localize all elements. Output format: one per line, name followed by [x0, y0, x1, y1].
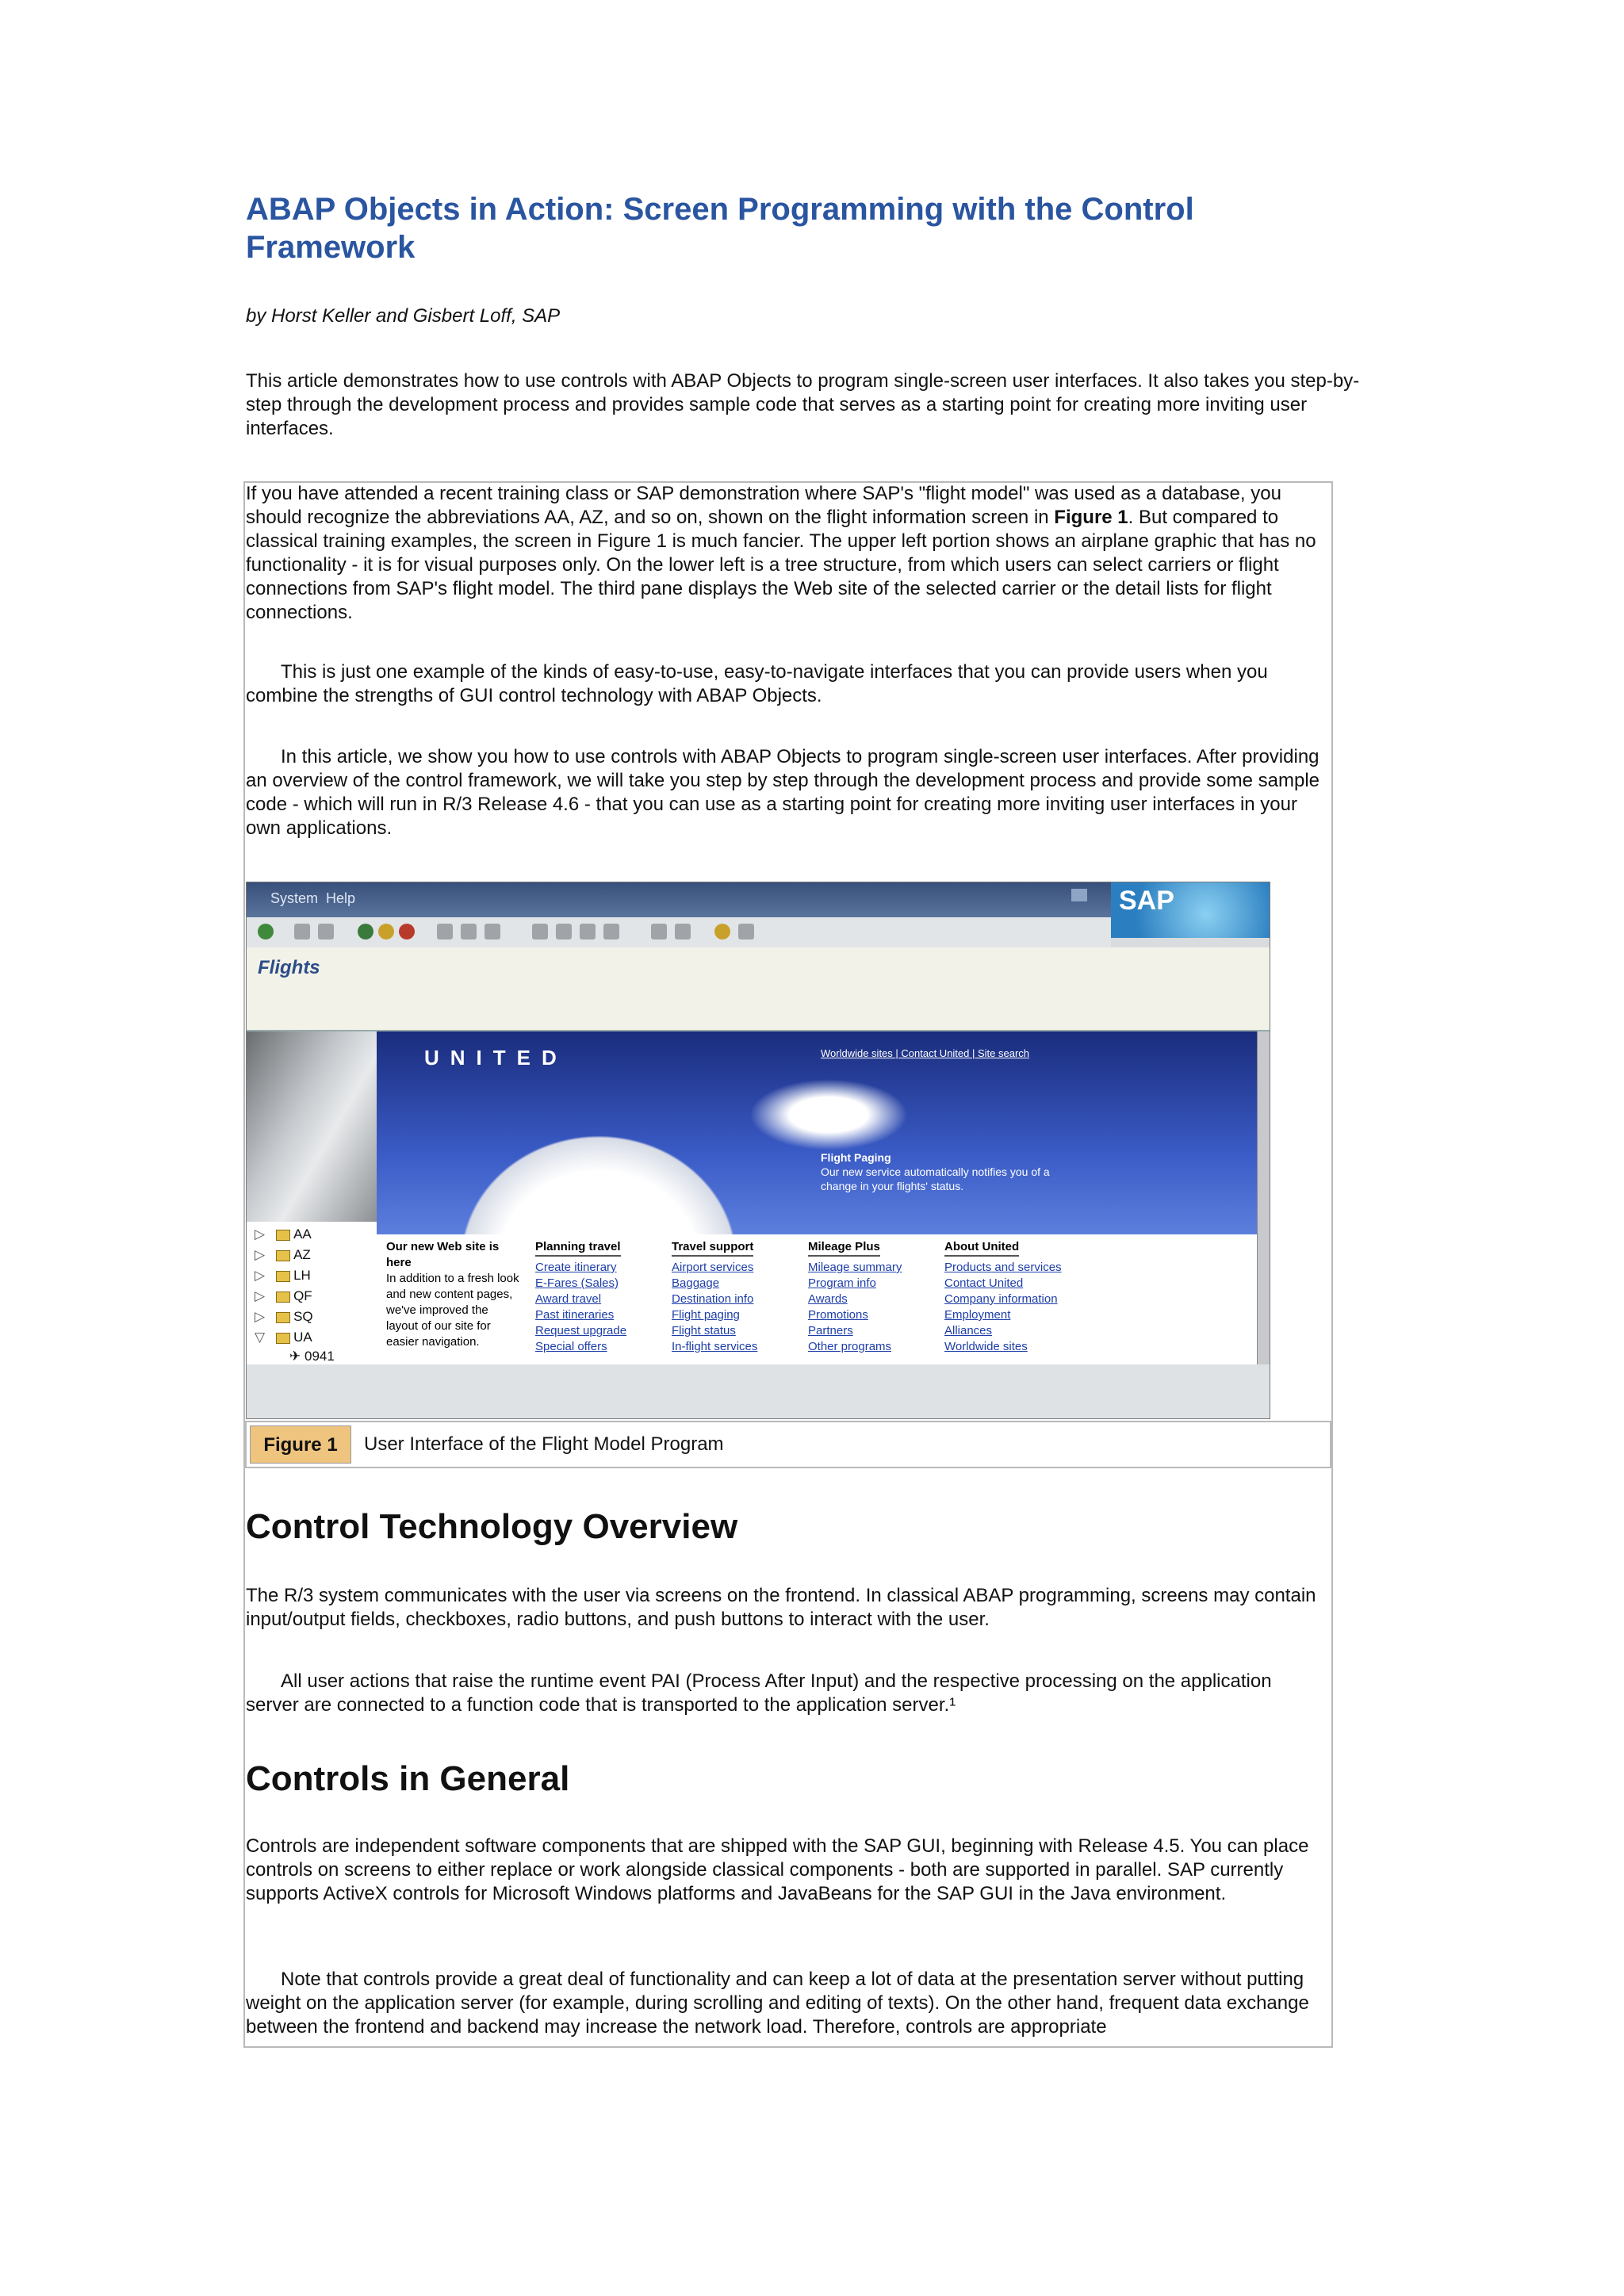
web-link: E-Fares (Sales)	[535, 1276, 619, 1290]
web-link: Alliances	[944, 1324, 993, 1337]
tree-node: ▷ SQ	[255, 1309, 313, 1324]
article-abstract: This article demonstrates how to use controls with ABAP Objects to program single-screen user interfaces. It also takes you step-by-step through the development process and provides sample code that serves as a starting point for creating more inviting user interfaces.	[246, 370, 1360, 439]
figure-label: Figure 1	[250, 1425, 351, 1464]
folder-icon	[276, 1271, 290, 1282]
intro-paragraph-1	[246, 482, 1324, 625]
tree-node: ▷ AZ	[255, 1247, 311, 1262]
menu-help: Help	[326, 890, 356, 906]
connection-icon: ✈	[289, 1349, 301, 1364]
column-heading: Planning travel	[535, 1239, 621, 1257]
web-link: Partners	[808, 1324, 853, 1337]
cancel-icon	[399, 924, 415, 939]
opera-house-graphic	[424, 1103, 773, 1234]
sap-toolbar	[247, 917, 1111, 948]
find-next-icon	[485, 924, 500, 939]
web-link: Create itinerary	[535, 1261, 617, 1274]
next-page-icon	[580, 924, 596, 939]
web-link: Awards	[808, 1292, 848, 1306]
help-icon	[714, 924, 730, 939]
link-column-support	[672, 1239, 757, 1355]
screen-title: Flights	[258, 957, 320, 978]
web-link: In-flight services	[672, 1340, 758, 1353]
web-pane	[377, 1031, 1257, 1364]
command-field-icon	[294, 924, 310, 939]
web-link-columns	[377, 1234, 1257, 1364]
web-link: Promotions	[808, 1308, 868, 1322]
figure-caption-text: User Interface of the Flight Model Program	[364, 1433, 724, 1455]
web-intro-title: Our new Web site is here	[386, 1240, 500, 1269]
web-link: Award travel	[535, 1292, 602, 1306]
first-page-icon	[532, 924, 548, 939]
save-icon	[318, 924, 334, 939]
intro-paragraph-2: This is just one example of the kinds of easy-to-use, easy-to-navigate interfaces that you can provide users when you combine the strengths of GUI control technology with ABAP Objects.	[246, 661, 1268, 706]
tree-node-expanded: ▽ UA	[255, 1330, 312, 1345]
tree-node: ▷ LH	[255, 1268, 311, 1283]
web-link: Flight paging	[672, 1308, 740, 1322]
web-link: Baggage	[672, 1276, 720, 1290]
link-column-planning	[535, 1239, 626, 1355]
airplane-graphic	[247, 1031, 377, 1222]
cloud-graphic	[749, 1079, 908, 1150]
carrier-tree	[247, 1222, 377, 1364]
find-icon	[461, 924, 477, 939]
web-header-links: Worldwide sites | Contact United | Site search	[821, 1047, 1030, 1059]
flight-paging-promo	[821, 1150, 1059, 1193]
article-title: ABAP Objects in Action: Screen Programming with the Control Framework	[246, 192, 1194, 265]
intro-p1-text-cont: . But compared to classical training examples, the screen in Figure 1 is much fancier. The upper left portion shows an airplane graphic that has no functionality - it is for visual purposes only. On the lower left is a tree structure, from which users can select carriers or flight connections from SAP's flight model. The third pane displays the Web site of the selected carrier or the detail lists for flight connections.	[246, 507, 1316, 623]
web-link: Program info	[808, 1276, 876, 1290]
flight-paging-text: Our new service automatically notifies you of a change in your flights' status.	[821, 1165, 1050, 1192]
web-link: Past itineraries	[535, 1308, 615, 1322]
folder-icon	[276, 1230, 290, 1241]
tree-node-label: QF	[293, 1288, 312, 1303]
tree-node-label: LH	[293, 1268, 311, 1283]
web-intro-text: In addition to a fresh look and new content pages, we've improved the layout of our site for easier navigation.	[386, 1272, 519, 1349]
web-link: Airport services	[672, 1261, 754, 1274]
tree-node: ▷ AA	[255, 1226, 312, 1242]
section2-paragraph-2: Note that controls provide a great deal of functionality and can keep a lot of data at the presentation server without putting weight on the application server (for example, during scrolling and editing of texts). On the other hand, frequent data exchange between the frontend and backend may increase the network load. Therefore, controls are appropriate	[246, 1969, 1309, 2038]
tree-node-label: SQ	[293, 1309, 313, 1324]
print-icon	[437, 924, 453, 939]
web-link: Company information	[944, 1292, 1058, 1306]
layout-menu-icon	[738, 924, 754, 939]
folder-icon	[276, 1312, 290, 1323]
tree-node: ▷ QF	[255, 1288, 312, 1303]
exit-icon	[378, 924, 394, 939]
section-heading-controls-general: Controls in General	[246, 1759, 570, 1798]
screen-title-bar	[247, 947, 1270, 1031]
intro-paragraph-3: In this article, we show you how to use controls with ABAP Objects to program single-screen user interfaces. After providing an overview of the control framework, we will take you step by step through the development process and provide some sample code - which will run in R/3 Release 4.6 - that you can use as a starting point for creating more inviting user interfaces in your own applications.	[246, 746, 1320, 839]
web-link: Flight status	[672, 1324, 736, 1337]
folder-icon	[276, 1292, 290, 1303]
column-heading: Mileage Plus	[808, 1239, 880, 1257]
section1-paragraph-2: All user actions that raise the runtime event PAI (Process After Input) and the respective processing on the application server are connected to a function code that is transported to the application server.¹	[246, 1670, 1272, 1716]
sap-logo-text: SAP	[1119, 886, 1174, 916]
figure-reference: Figure 1	[1054, 507, 1128, 528]
web-link: Special offers	[535, 1340, 607, 1353]
link-column-mileage	[808, 1239, 902, 1355]
web-link: Worldwide sites	[944, 1340, 1028, 1353]
flight-paging-title: Flight Paging	[821, 1151, 891, 1164]
new-session-icon	[651, 924, 667, 939]
web-link: Request upgrade	[535, 1324, 627, 1337]
enter-icon	[258, 924, 274, 939]
web-hero-banner	[377, 1031, 1257, 1234]
web-link: Other programs	[808, 1340, 892, 1353]
tree-node-label: AZ	[293, 1247, 311, 1262]
web-link: Products and services	[944, 1261, 1062, 1274]
web-link: Destination info	[672, 1292, 754, 1306]
tree-leaf	[289, 1349, 335, 1364]
last-page-icon	[603, 924, 619, 939]
web-pane-scrollbar	[1257, 1031, 1270, 1364]
link-column-about	[944, 1239, 1062, 1355]
web-link: Contact United	[944, 1276, 1024, 1290]
figure-screenshot	[246, 882, 1270, 1419]
section1-paragraph-1: The R/3 system communicates with the user via screens on the frontend. In classical ABAP programming, screens may contain input/output fields, checkboxes, radio buttons, and push buttons to interact with the user.	[246, 1585, 1316, 1630]
window-controls-icon	[1071, 889, 1087, 901]
section2-paragraph-1: Controls are independent software components that are shipped with the SAP GUI, beginning with Release 4.5. You can place controls on screens to either replace or work alongside classical components - both are supported in parallel. SAP currently supports ActiveX controls for Microsoft Windows platforms and JavaBeans for the SAP GUI in the Java environment.	[246, 1835, 1309, 1904]
web-link: Employment	[944, 1308, 1011, 1322]
sap-status-bar	[247, 1364, 1270, 1418]
back-icon	[358, 924, 373, 939]
tree-node-label: AA	[293, 1226, 312, 1242]
open-folder-icon	[276, 1333, 290, 1344]
intro-p1-text: If you have attended a recent training class or SAP demonstration where SAP's "flight model" was used as a database, you should recognize the abbreviations AA, AZ, and so on, shown on the flight information screen in	[246, 483, 1281, 528]
figure-caption	[245, 1421, 1331, 1468]
united-brand: UNITED	[424, 1046, 568, 1070]
menu-system: System	[270, 890, 319, 906]
previous-page-icon	[556, 924, 572, 939]
tree-leaf-label: 0941	[304, 1349, 335, 1364]
web-intro	[386, 1239, 521, 1350]
section-heading-control-technology: Control Technology Overview	[246, 1507, 738, 1546]
tree-node-label: UA	[293, 1330, 312, 1345]
article-byline: by Horst Keller and Gisbert Loff, SAP	[246, 305, 561, 327]
column-heading: Travel support	[672, 1239, 753, 1257]
column-heading: About United	[944, 1239, 1019, 1257]
shortcut-icon	[675, 924, 691, 939]
web-link: Mileage summary	[808, 1261, 902, 1274]
sap-logo	[1111, 882, 1270, 938]
folder-icon	[276, 1250, 290, 1261]
